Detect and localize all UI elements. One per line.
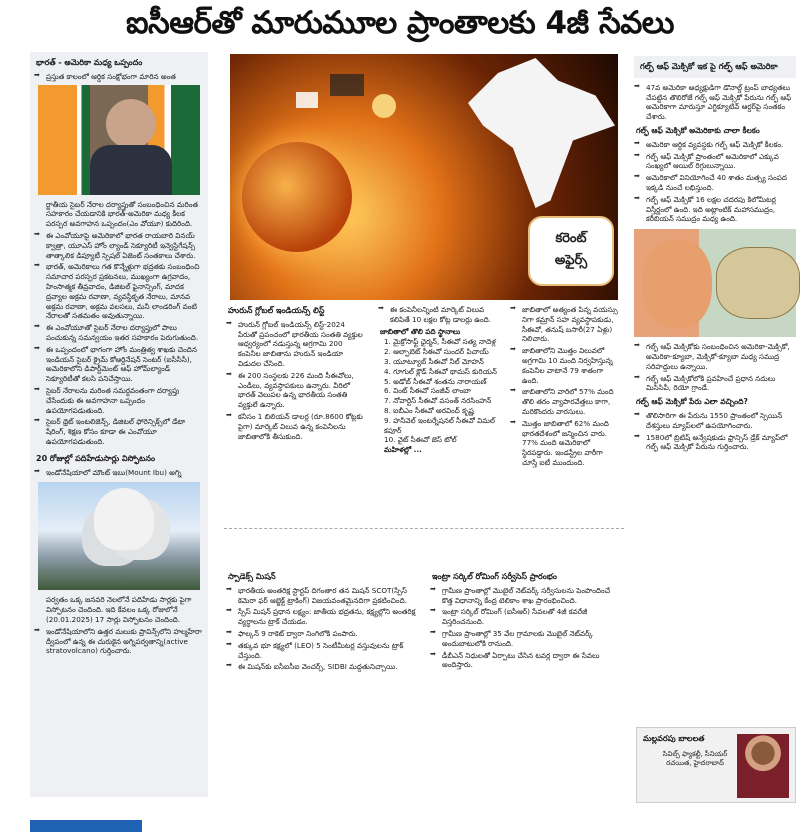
- page-headline: ఐసీఆర్‌తో మారుమూల ప్రాంతాలకు 4జీ సేవలు: [125, 5, 675, 41]
- finance-graphic: [290, 68, 410, 128]
- section-title-hurun: హురున్ గ్లోబల్ ఇండియన్స్ లిస్ట్: [228, 306, 325, 315]
- subheading: గల్ఫ్ ఆఫ్ మెక్సికో అమెరికాకు చాలా కీలకం: [636, 125, 760, 135]
- footer-bar: [30, 820, 142, 832]
- subheading: గల్ఫ్ ఆఫ్ మెక్సికో పేరు ఎలా వచ్చింది?: [636, 397, 748, 407]
- list-item: ➡ ఈ ఎంవోయూపై అమెరికాలో భారత రాయబారి వినయ్ క్వాత్రా, యూఎస్ హోం ల్యాండ్ సెక్యూరిటీ ఇన్వెస్టిగేషన్స్ తాత్కాలిక డిప్యూటీ స్పెషల్ ఏజెంట్ సంతకాలు చేశారు.: [30, 230, 208, 261]
- list-item: ➡ స్పేస్ మిషన్ ప్రధాన లక్ష్యం: జాతీయ భద్రతను, కక్ష్యల్లోని అంతరిక్ష వ్యర్థాలను ట్రాక్ చేయడం.: [222, 606, 422, 628]
- list-item: ➡ ఫాల్కన్ 9 రాకెట్ ద్వారా నింగిలోకి పంపారు.: [222, 628, 422, 640]
- list-item: ➡ మొత్తం జాబితాలో 62% మంది భారతదేశంలో జన్మించిన వారు. 77% మంది అమెరికాలో స్థిరపడ్డారు. ఇండస్ట్రీల వారీగా చూస్తే ఐటీ ముందుంది.: [506, 418, 626, 469]
- hurun-section: [222, 306, 370, 514]
- ranking-item: 9. హనీవెల్ ఇంటర్నేషనల్ సీఈవో విమల్ కపూర్: [384, 415, 495, 435]
- badge-line-2: అఫైర్స్: [554, 253, 588, 268]
- volcano-intro: ➡ ఇండోనేషియాలో మౌంట్ ఇబు(Mount Ibu) అగ్ని: [30, 467, 208, 479]
- list-item: ➡ కనీసం 1 బిలియన్ డాలర్ల (రూ.8600 కోట్లకు పైగా) మార్కెట్ విలువ ఉన్న కంపెనీలను జాబితాలోకి తీసుకుంది.: [222, 411, 370, 442]
- list-item: ➡ 47వ అమెరికా అధ్యక్షుడిగా డొనాల్డ్ ట్రంప్ బాధ్యతలు చేపట్టిన తొలిరోజే గల్ఫ్ ఆఫ్ మెక్సికో పేరును గల్ఫ్ ఆఫ్ అమెరికాగా మారుస్తూ ఎగ్జిక్యూటివ్ ఆర్డర్‌పై సంతకం చేశారు.: [630, 82, 800, 123]
- ranking-item: 2. ఆల్ఫాబెట్ సీఈవో సుందర్ పిచాయ్: [384, 347, 489, 357]
- ranking-item: 6. వింట్ సీఈవో సంజీవ్ లాంబా: [384, 386, 471, 396]
- list-item: ➡ ఈ 200 సంస్థలకు 226 మంది సీఈవోలు, ఎండీలు, వ్యవస్థాపకులు ఉన్నారు. వీరిలో భారత్ వెలుపల ఉన్న భారతీయ సంతతి వ్యక్తులే ఉన్నారు.: [222, 370, 370, 411]
- author-photo: [737, 734, 789, 798]
- ranking-item: 5. అడోబ్ సీఈవో శంతను నారాయణ్: [384, 376, 487, 386]
- top10-section: [374, 304, 502, 514]
- list-item: ➡ ఈ మిషన్‌కు ఐసీఐసీఐ వెంచర్స్, SIDBI మద్దతునిచ్చాయి.: [222, 661, 422, 673]
- ranking-item: 7. నోవార్టిస్ సీఈవో వసంత్ నరసింహన్: [384, 396, 492, 406]
- india-map-icon: [468, 58, 618, 208]
- current-affairs-badge: [528, 216, 614, 286]
- official-photo: [38, 85, 200, 195]
- ranking-item: 1. మైక్రోసాఫ్ట్ ఛైర్మన్, సీఈవో సత్య నాదెళ్ల: [384, 337, 496, 347]
- list-item: ర్జాతీయ సైబర్ నేరాల దర్యాప్తుతో సంబంధించిన మరింత సహకారం చేయడానికి భారత్-అమెరికా మధ్య కీలక పరస్పర అవగాహన ఒప్పందం(ఎం వోయూ) కుదిరింది.: [46, 199, 198, 229]
- list-item: ➡ అమెరికాలో వినియోగించే 40 శాతం మత్స్య సంపద ఇక్కడి నుంచే లభిస్తుంది.: [630, 172, 800, 194]
- author-box: [636, 727, 796, 803]
- list-item: ➡ తక్కువ భూ కక్ష్యలో (LEO) 5 సెంటీమీటర్ల వస్తువులను ట్రాక్ చేస్తుంది.: [222, 640, 422, 662]
- list-item: ➡ డీబీఎన్ నిధులతో ఏర్పాటు చేసిన టవర్ల ద్వారా ఈ సేవలు అందిస్తారు.: [426, 650, 626, 672]
- section-title-india-us: భారత్ - అమెరికా మధ్య ఒప్పందం: [36, 58, 143, 67]
- list-item: ➡ 1580లో బ్రిటిష్ అన్వేషకుడు ఫ్రాన్సిస్ డ్రేక్ మ్యాప్‌లో గల్ఫ్ ఆఫ్ మెక్సికో పేరును గుర్తించారు.: [630, 432, 800, 454]
- spadex-section: [222, 572, 422, 804]
- list-item: ➡ హురున్ గ్లోబల్ ఇండియన్స్ లిస్ట్-2024 పేరుతో ప్రపంచంలో భారతీయ సంతతి వ్యక్తుల ఆధ్వర్యంలో నడుస్తున్న అగ్రగామి 200 కంపెనీల జాబితాను హురున్ ఇండియా విడుదల చేసింది.: [222, 319, 370, 370]
- ranking-item: 4. గూగుల్ క్లౌడ్ సీఈవో థామస్ కురియన్: [384, 366, 497, 376]
- author-name: మల్లవరపు బాలలత: [643, 734, 705, 743]
- list-item: ➡ భారత్, అమెరికాలు గత కొన్నేళ్లుగా భద్రతకు సంబంధించి సమాచార పరస్పర ప్రకటనలు, ముఖ్యంగా ఉగ్రవాదం, హింసాత్మక తీవ్రవాదం, డిజిటల్ ఫైనాన్సింగ్, మాదక ద్రవ్యాల అక్రమ రవాణా, వ్యవస్థీకృత నేరాలు, మానవ అక్రమ రవాణా, అక్రమ వలసలు, మనీ లాండరింగ్ వంటి నేరాలతో సతమతం అవుతున్నాయి.: [30, 261, 208, 322]
- section-title-gulf: గల్ఫ్ ఆఫ్ మెక్సికో ఇక పై గల్ఫ్ ఆఫ్ అమెరికా: [634, 56, 796, 78]
- top10-lead: ➡ ఈ కంపెనీలన్నింటి మార్కెట్ విలువ కలిపితే 10 లక్షల కోట్ల డాలర్లు ఉంది.: [374, 304, 502, 326]
- trump-map-photo: [634, 229, 796, 337]
- list-item: ➡ సైబర్ థ్రెట్ ఇంటలిజెన్స్, డిజిటల్ ఫోరెన్సిక్స్‌లో డేటా షేరింగ్, శిక్షణ కోసం కూడా ఈ ఎంవోయూ ఉపయోగపడుతుంది.: [30, 416, 208, 447]
- list-item: ➡ గల్ఫ్ ఆఫ్ మెక్సికో ప్రాంతంలో అమెరికాలో ఎక్కువ సంఖ్యలో ఆయిల్ రిగ్గులున్నాయి.: [630, 151, 800, 173]
- list-item: ➡ భారతీయ అంతరిక్ష స్టార్టప్ దిగంతార తన మిషన్ SCOT(స్పేస్ కెమెరా ఫర్ ఆబ్జెక్ట్ ట్రాకింగ్) విజయవంతమైనదిగా ప్రకటించింది.: [222, 585, 422, 607]
- ranking-item: 8. ఐబీఎం సీఈవో అరవింద్ కృష్ణ: [384, 405, 474, 415]
- list-item: ➡ గ్రామీణ ప్రాంతాల్లో మొబైల్ నెట్‌వర్క్ సర్వీసులను పెంపొందించే కొత్త విధానాన్ని కేంద్ర టెలికాం శాఖ ప్రారంభించింది.: [426, 585, 626, 607]
- author-role: సివిల్స్ ఫ్యాకల్టీ, సీనియర్ రచయిత, హైదరాబాద్: [662, 750, 728, 767]
- ranking-item: 10. వైట్ సీఈవో జెస్ టోల్: [384, 435, 457, 445]
- list-item: ➡ జాబితాలో అత్యంత పిన్న వయస్సు నిగా కమ్రాన్ సహ వ్యవస్థాపకుడు, సీఈవో, తనుష్ బసారీ(27 ఏళ్లు) నిలిచారు.: [506, 304, 626, 345]
- section-title-spadex: స్పాడెక్స్ మిషన్: [228, 572, 276, 581]
- list-item: ➡ గల్ఫ్ ఆఫ్ మెక్సికోలోకి ప్రవహించే ప్రధాన నదులు మిసిసిపీ, రియో గ్రాండే.: [630, 373, 800, 395]
- current-affairs-hero-image: [230, 54, 618, 300]
- women-section: [506, 304, 626, 514]
- list-item: ➡ ఈ ఒప్పందంలో భాగంగా హోం మంత్రిత్వ శాఖకు చెందిన ఇండియన్ సైబర్ క్రైమ్ కోఆర్డినేషన్ సెంటర్ (ఐసీసీసీ), అమెరికాలోని డిపార్ట్‌మెంట్ ఆఫ్ హోమ్‌ల్యాండ్ సెక్యూరిటీతో కలసి పనిచేస్తాయి.: [30, 344, 208, 385]
- list-item: ➡ గల్ఫ్ ఆఫ్ మెక్సికోకు సంబంధించిన అమెరికా-మెక్సికో, అమెరికా-క్యూబా, మెక్సికో-క్యూబా మధ్య సముద్ర సరిహద్దులు ఉన్నాయి.: [630, 341, 800, 372]
- list-item: ➡ సైబర్ నేరాలను మరింత సమర్థవంతంగా దర్యాప్తు చేసేందుకు ఈ అవగాహనా ఒప్పందం ఉపయోగపడుతుంది.: [30, 385, 208, 416]
- volcano-photo: [38, 482, 200, 590]
- list-item: ➡ ఇండోనేషియాలోని ఉత్తర మలుకు ప్రావిన్స్‌లోని హల్మహేరా ద్వీపంలో ఉన్న ఈ చురుకైన అగ్నిపర్వతాన్ని(active stratovolcano) గుర్తించారు.: [30, 626, 208, 657]
- section-title-volcano: 20 రోజుల్లో పదిహేడుసార్లు విస్ఫోటనం: [36, 453, 156, 463]
- top10-subtitle: జాబితాలో తొలి పది స్థానాలు: [380, 326, 461, 336]
- badge-line-1: కరెంట్: [555, 231, 587, 246]
- left-column: [30, 52, 208, 797]
- icr-section: [426, 572, 626, 804]
- list-item: ➡ జాబితాలోని మొత్తం విలువలో అగ్రగామి 10 మంది నిర్వహిస్తున్న కంపెనీల వాటానే 79 శాతంగా ఉంది.: [506, 345, 626, 386]
- list-item: ➡ తొలిసారిగా ఈ పేరును 1550 ప్రాంతంలో స్పెయిన్ దేశస్తులు మ్యాప్‌లలో ఉపయోగించారు.: [630, 410, 800, 432]
- list-item: ➡ జాబితాలోని వారిలో 57% మంది తొలి తరం వ్యాపారవేత్తలు కాగా, మరికొందరు వారసులు.: [506, 386, 626, 417]
- list-item: ➡ గల్ఫ్ ఆఫ్ మెక్సికో 16 లక్షల చదరపు కిలోమీటర్ల విస్తీర్ణంలో ఉంది. ఇది అట్లాంటిక్ మహాసముద్రం, కరీబియన్ సముద్రం మధ్య ఉంది.: [630, 194, 800, 225]
- section-title-icr: ఇంట్రా సర్కిల్ రోమింగ్ సర్వీసెస్ ప్రారంభం: [432, 572, 557, 581]
- right-column: [630, 52, 800, 797]
- section-divider: [224, 528, 624, 529]
- list-item: పర్వతం ఒక్క జనవరి నెలలోనే పదిహేడు సార్లకు పైగా విస్ఫోటనం చెందింది. ఇది కేవలం ఒక్క రోజులోనే (20.01.2025) 17 సార్లు విస్ఫోటనం చెందింది.: [46, 595, 192, 624]
- ranking-item: మహిళల్లో ...: [384, 445, 422, 455]
- ranking-item: 3. యూట్యూబ్ సీఈవో నీల్ మోహన్: [384, 356, 484, 366]
- intro-text: ➡ ప్రస్తుత కాలంలో ఆర్థిక సంక్షోభంగా మారిన అంత: [30, 71, 208, 83]
- globe-icon: [242, 142, 352, 252]
- list-item: ➡ గ్రామీణ ప్రాంతాల్లో 35 వేల గ్రామాలకు మొబైల్ నెట్‌వర్క్ అందుబాటులోకి రానుంది.: [426, 628, 626, 650]
- list-item: ➡ ఇంట్రా సర్కిల్ రోమింగ్ (ఐసీఆర్) సేవలతో 4జీ కవరేజీ విస్తరించనుంది.: [426, 606, 626, 628]
- list-item: ➡ అమెరికా ఆర్థిక వ్యవస్థకు గల్ఫ్ ఆఫ్ మెక్సికో కీలకం.: [630, 139, 800, 151]
- list-item: ➡ ఈ ఎంవోయూతో సైబర్ నేరాల దర్యాప్తులో పాలు పంచుకున్న సమన్వయం ఇతర సహకారం పెరుగుతుంది.: [30, 322, 208, 344]
